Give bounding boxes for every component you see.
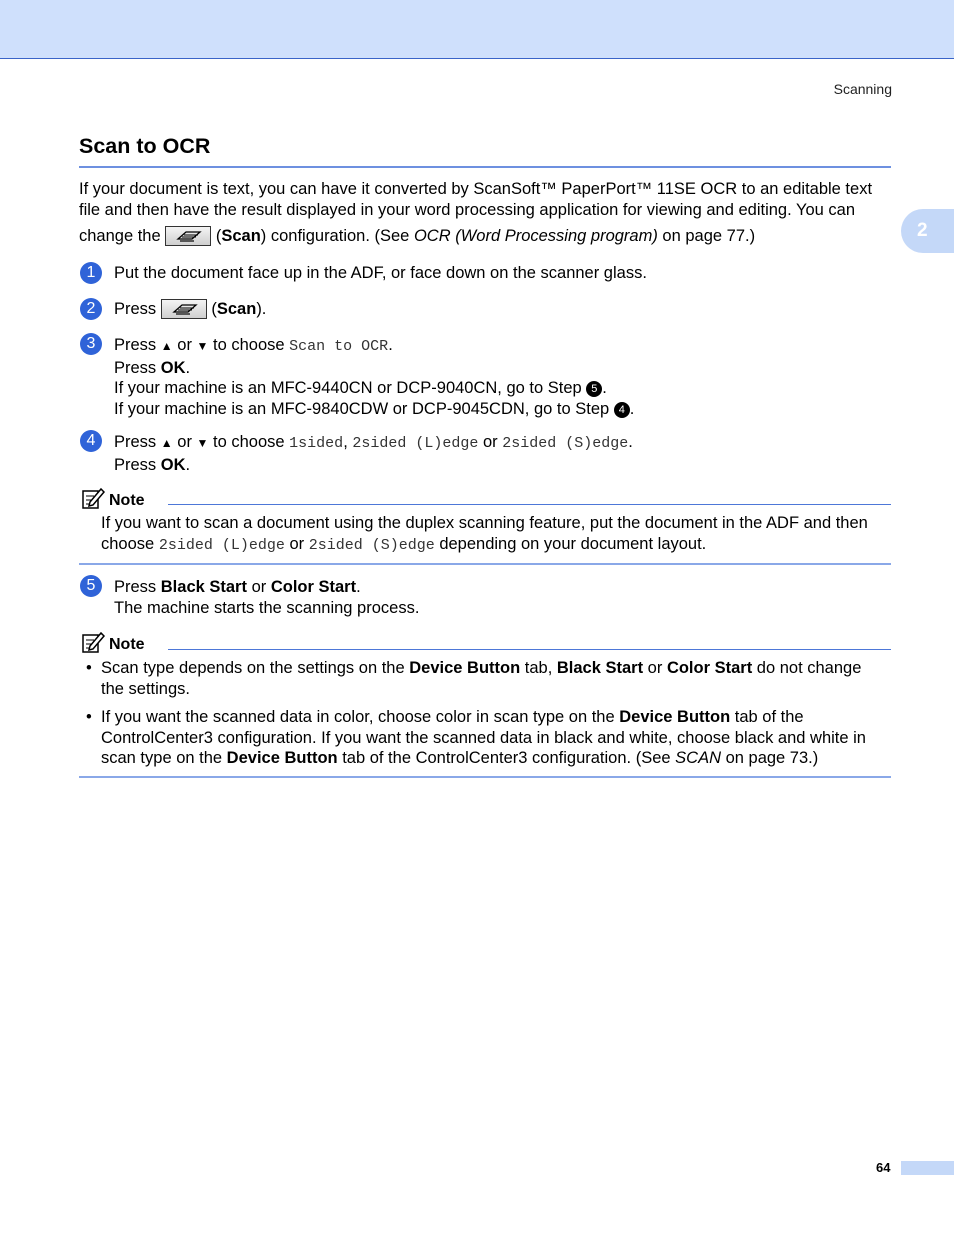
intro-line-1: If your document is text, you can have it converted by ScanSoft™ PaperPort™ 11SE OCR to an editable text: [79, 180, 873, 198]
step-3-text: Press ▲ or ▼ to choose Scan to OCR. Press OK. If your machine is an MFC-9440CN or DCP-9040CN, go to Step 5 . If your machine is an MFC-9840CDW or DCP-9045CDN, go to Step 4 .: [114, 336, 635, 418]
step-1-text: Put the document face up in the ADF, or face down on the scanner glass.: [114, 264, 647, 282]
note-pencil-icon: [81, 630, 105, 659]
page-title: Scan to OCR: [79, 134, 211, 158]
step-2-text: Press (Scan).: [114, 300, 267, 318]
intro-line-3: change the (Scan) configuration. (See OCR (Word Processing program) on page 77.): [79, 227, 756, 245]
intro-paragraph: [79, 179, 891, 247]
step-4-number: 4: [80, 430, 102, 452]
top-header-band: [0, 0, 954, 59]
step-5-text: Press Black Start or Color Start. The machine starts the scanning process.: [114, 578, 420, 617]
note-1-body: If you want to scan a document using the duplex scanning feature, put the document in the ADF and then choose 2sided (L)edge or 2sided (S)edge depending on your document layout.: [101, 514, 868, 554]
note-2-rule: [168, 649, 891, 650]
note-2-bullet-2: • If you want the scanned data in color, choose color in scan type on the Device Button tab of the ControlCenter3 configuration. If you want the scanned data in black and white, choose black and white in scan type on the Device Button tab of the ControlCenter3 configuration. (See SCAN on page 73.): [86, 708, 866, 767]
note-2-bullet-1: • Scan type depends on the settings on the Device Button tab, Black Start or Color Start do not change the settings.: [86, 659, 862, 698]
chapter-tab: 2: [901, 209, 954, 253]
step-ref-5[interactable]: 5: [586, 381, 602, 397]
up-arrow-icon: ▲: [160, 339, 173, 353]
scan-button-icon: [161, 299, 207, 319]
up-arrow-icon: ▲: [160, 436, 173, 450]
step-1-number: 1: [80, 262, 102, 284]
step-3-number: 3: [80, 333, 102, 355]
scan-button-icon: [165, 226, 211, 246]
step-5-number: 5: [80, 575, 102, 597]
note-2-header: [81, 630, 145, 659]
note-2-label: Note: [109, 635, 145, 653]
note-1-bottom-rule: [79, 563, 891, 565]
down-arrow-icon: ▼: [196, 436, 209, 450]
note-2-bottom-rule: [79, 776, 891, 778]
step-2-number: 2: [80, 298, 102, 320]
note-1-label: Note: [109, 491, 145, 509]
page-number-bar: [901, 1161, 954, 1175]
step-4-text: Press ▲ or ▼ to choose 1sided, 2sided (L)edge or 2sided (S)edge. Press OK.: [114, 433, 633, 474]
down-arrow-icon: ▼: [196, 339, 209, 353]
note-1-rule: [168, 504, 891, 505]
section-label: Scanning: [833, 81, 892, 97]
note-pencil-icon: [81, 486, 105, 515]
step-ref-4[interactable]: 4: [614, 402, 630, 418]
note-1-header: [81, 486, 145, 515]
title-rule: [79, 166, 891, 168]
intro-line-2: file and then have the result displayed in your word processing application for viewing and editing. You can: [79, 200, 855, 219]
page-number: 64: [876, 1160, 891, 1175]
